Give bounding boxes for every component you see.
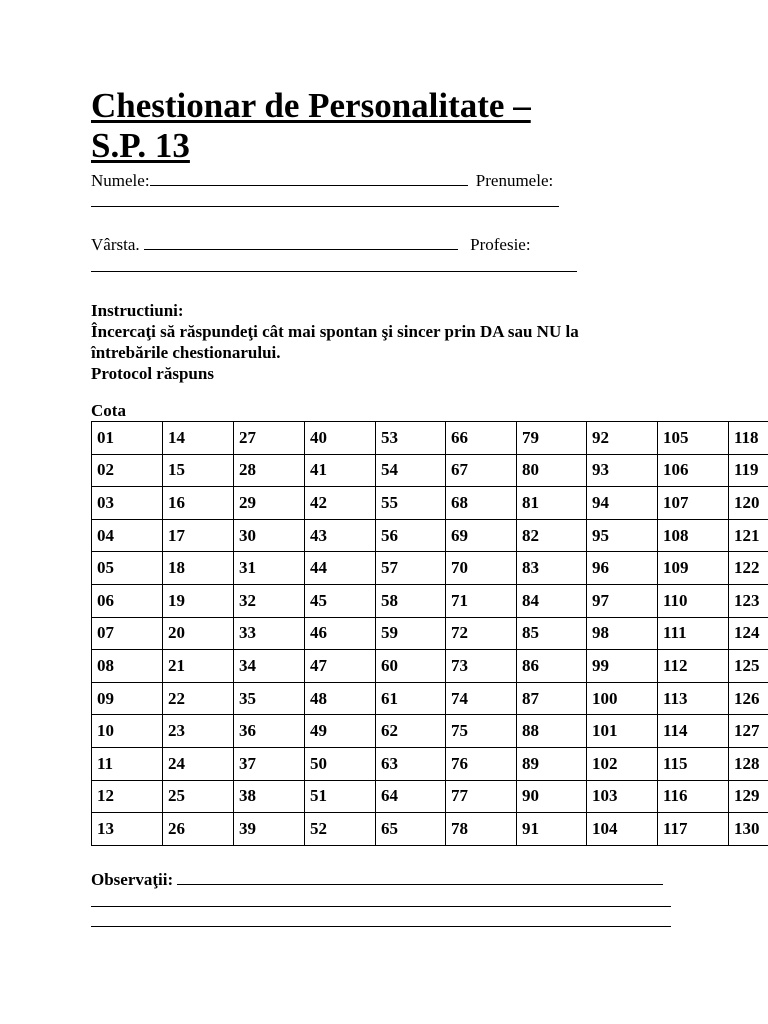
answer-cell[interactable]: 86 bbox=[517, 650, 587, 683]
answer-cell[interactable]: 06 bbox=[92, 584, 163, 617]
answer-cell[interactable]: 116 bbox=[658, 780, 729, 813]
answer-cell[interactable]: 73 bbox=[446, 650, 517, 683]
answer-cell[interactable]: 106 bbox=[658, 454, 729, 487]
answer-cell[interactable]: 30 bbox=[234, 519, 305, 552]
answer-cell[interactable]: 118 bbox=[729, 422, 768, 455]
answer-cell[interactable]: 79 bbox=[517, 422, 587, 455]
answer-cell[interactable]: 77 bbox=[446, 780, 517, 813]
answer-cell[interactable]: 48 bbox=[305, 682, 376, 715]
varsta-label: Vârsta. bbox=[91, 235, 140, 254]
title-line-1: Chestionar de Personalitate – bbox=[91, 86, 531, 125]
answer-cell[interactable]: 57 bbox=[376, 552, 446, 585]
answer-cell[interactable]: 58 bbox=[376, 584, 446, 617]
answer-cell[interactable]: 40 bbox=[305, 422, 376, 455]
answer-cell[interactable]: 55 bbox=[376, 487, 446, 520]
age-row bbox=[91, 234, 531, 255]
answer-cell[interactable]: 23 bbox=[163, 715, 234, 748]
table-row bbox=[92, 519, 768, 552]
answer-cell[interactable]: 63 bbox=[376, 747, 446, 780]
answer-cell[interactable]: 54 bbox=[376, 454, 446, 487]
answer-cell[interactable]: 121 bbox=[729, 519, 768, 552]
title-line-2: S.P. 13 bbox=[91, 126, 190, 165]
answer-cell[interactable]: 37 bbox=[234, 747, 305, 780]
table-row bbox=[92, 650, 768, 683]
answer-cell[interactable]: 28 bbox=[234, 454, 305, 487]
answer-grid bbox=[91, 421, 768, 846]
answer-cell[interactable]: 66 bbox=[446, 422, 517, 455]
answer-cell[interactable]: 26 bbox=[163, 813, 234, 846]
profesie-label: Profesie: bbox=[470, 235, 531, 254]
answer-cell[interactable]: 114 bbox=[658, 715, 729, 748]
answer-cell[interactable]: 111 bbox=[658, 617, 729, 650]
answer-cell[interactable]: 130 bbox=[729, 813, 768, 846]
answer-cell[interactable]: 21 bbox=[163, 650, 234, 683]
answer-cell[interactable]: 71 bbox=[446, 584, 517, 617]
answer-cell[interactable]: 39 bbox=[234, 813, 305, 846]
answer-cell[interactable]: 46 bbox=[305, 617, 376, 650]
answer-cell[interactable]: 88 bbox=[517, 715, 587, 748]
answer-cell[interactable]: 33 bbox=[234, 617, 305, 650]
nume-label: Numele: bbox=[91, 171, 150, 190]
answer-cell[interactable]: 92 bbox=[587, 422, 658, 455]
answer-cell[interactable]: 89 bbox=[517, 747, 587, 780]
answer-cell[interactable]: 110 bbox=[658, 584, 729, 617]
prenume-field[interactable] bbox=[91, 206, 559, 207]
name-row bbox=[91, 170, 553, 191]
answer-cell[interactable]: 90 bbox=[517, 780, 587, 813]
answer-cell[interactable]: 14 bbox=[163, 422, 234, 455]
answer-cell[interactable]: 16 bbox=[163, 487, 234, 520]
answer-cell[interactable]: 36 bbox=[234, 715, 305, 748]
table-row bbox=[92, 747, 768, 780]
answer-cell[interactable]: 08 bbox=[92, 650, 163, 683]
answer-cell[interactable]: 120 bbox=[729, 487, 768, 520]
answer-cell[interactable]: 76 bbox=[446, 747, 517, 780]
answer-cell[interactable]: 53 bbox=[376, 422, 446, 455]
answer-cell[interactable]: 104 bbox=[587, 813, 658, 846]
answer-cell[interactable]: 02 bbox=[92, 454, 163, 487]
answer-cell[interactable]: 96 bbox=[587, 552, 658, 585]
answer-cell[interactable]: 35 bbox=[234, 682, 305, 715]
varsta-field[interactable] bbox=[144, 235, 458, 250]
answer-cell[interactable]: 20 bbox=[163, 617, 234, 650]
answer-cell[interactable]: 74 bbox=[446, 682, 517, 715]
answer-cell[interactable]: 93 bbox=[587, 454, 658, 487]
answer-cell[interactable]: 126 bbox=[729, 682, 768, 715]
table-row bbox=[92, 454, 768, 487]
answer-cell[interactable]: 108 bbox=[658, 519, 729, 552]
answer-cell[interactable]: 01 bbox=[92, 422, 163, 455]
answer-cell[interactable]: 07 bbox=[92, 617, 163, 650]
answer-cell[interactable]: 32 bbox=[234, 584, 305, 617]
answer-cell[interactable]: 70 bbox=[446, 552, 517, 585]
table-row bbox=[92, 715, 768, 748]
answer-cell[interactable]: 10 bbox=[92, 715, 163, 748]
answer-cell[interactable]: 72 bbox=[446, 617, 517, 650]
answer-cell[interactable]: 98 bbox=[587, 617, 658, 650]
answer-cell[interactable]: 51 bbox=[305, 780, 376, 813]
answer-cell[interactable]: 109 bbox=[658, 552, 729, 585]
answer-cell[interactable]: 44 bbox=[305, 552, 376, 585]
answer-cell[interactable]: 29 bbox=[234, 487, 305, 520]
table-row bbox=[92, 552, 768, 585]
answer-cell[interactable]: 80 bbox=[517, 454, 587, 487]
answer-cell[interactable]: 65 bbox=[376, 813, 446, 846]
table-row bbox=[92, 422, 768, 455]
observatii-line-3[interactable] bbox=[91, 926, 671, 927]
answer-cell[interactable]: 75 bbox=[446, 715, 517, 748]
answer-cell[interactable]: 122 bbox=[729, 552, 768, 585]
answer-cell[interactable]: 95 bbox=[587, 519, 658, 552]
answer-cell[interactable]: 12 bbox=[92, 780, 163, 813]
answer-cell[interactable]: 13 bbox=[92, 813, 163, 846]
answer-cell[interactable]: 15 bbox=[163, 454, 234, 487]
answer-cell[interactable]: 102 bbox=[587, 747, 658, 780]
answer-cell[interactable]: 41 bbox=[305, 454, 376, 487]
answer-cell[interactable]: 115 bbox=[658, 747, 729, 780]
table-row bbox=[92, 584, 768, 617]
instructions-block bbox=[91, 300, 651, 384]
answer-cell[interactable]: 68 bbox=[446, 487, 517, 520]
table-row bbox=[92, 780, 768, 813]
answer-cell[interactable]: 25 bbox=[163, 780, 234, 813]
answer-cell[interactable]: 84 bbox=[517, 584, 587, 617]
answer-cell[interactable]: 62 bbox=[376, 715, 446, 748]
answer-cell[interactable]: 27 bbox=[234, 422, 305, 455]
instructions-text: Încercaţi să răspundeţi cât mai spontan şi sincer prin DA sau NU la întrebările chestionarului. bbox=[91, 322, 579, 362]
answer-cell[interactable]: 50 bbox=[305, 747, 376, 780]
answer-cell[interactable]: 124 bbox=[729, 617, 768, 650]
answer-cell[interactable]: 09 bbox=[92, 682, 163, 715]
answer-cell[interactable]: 87 bbox=[517, 682, 587, 715]
answer-cell[interactable]: 47 bbox=[305, 650, 376, 683]
answer-cell[interactable]: 123 bbox=[729, 584, 768, 617]
instructions-heading: Instructiuni: bbox=[91, 301, 184, 320]
answer-cell[interactable]: 31 bbox=[234, 552, 305, 585]
answer-cell[interactable]: 05 bbox=[92, 552, 163, 585]
observatii-line-2[interactable] bbox=[91, 906, 671, 907]
cota-label: Cota bbox=[91, 401, 126, 420]
answer-cell[interactable]: 42 bbox=[305, 487, 376, 520]
answer-cell[interactable]: 97 bbox=[587, 584, 658, 617]
observatii-label: Observaţii: bbox=[91, 870, 174, 889]
answer-cell[interactable]: 52 bbox=[305, 813, 376, 846]
answer-cell[interactable]: 129 bbox=[729, 780, 768, 813]
table-row bbox=[92, 682, 768, 715]
answer-cell[interactable]: 113 bbox=[658, 682, 729, 715]
answer-cell[interactable]: 101 bbox=[587, 715, 658, 748]
answer-cell[interactable]: 43 bbox=[305, 519, 376, 552]
answer-cell[interactable]: 38 bbox=[234, 780, 305, 813]
answer-cell[interactable]: 59 bbox=[376, 617, 446, 650]
answer-cell[interactable]: 119 bbox=[729, 454, 768, 487]
answer-cell[interactable]: 82 bbox=[517, 519, 587, 552]
answer-cell[interactable]: 03 bbox=[92, 487, 163, 520]
protocol-label: Protocol răspuns bbox=[91, 364, 214, 383]
answer-cell[interactable]: 67 bbox=[446, 454, 517, 487]
answer-cell[interactable]: 83 bbox=[517, 552, 587, 585]
table-row bbox=[92, 813, 768, 846]
nume-field[interactable] bbox=[150, 171, 468, 186]
prenume-label: Prenumele: bbox=[475, 171, 554, 190]
answer-cell[interactable]: 24 bbox=[163, 747, 234, 780]
answer-cell[interactable]: 103 bbox=[587, 780, 658, 813]
answer-cell[interactable]: 127 bbox=[729, 715, 768, 748]
answer-cell[interactable]: 94 bbox=[587, 487, 658, 520]
answer-cell[interactable]: 107 bbox=[658, 487, 729, 520]
answer-cell[interactable]: 91 bbox=[517, 813, 587, 846]
answer-cell[interactable]: 18 bbox=[163, 552, 234, 585]
answer-cell[interactable]: 105 bbox=[658, 422, 729, 455]
answer-cell[interactable]: 99 bbox=[587, 650, 658, 683]
answer-cell[interactable]: 112 bbox=[658, 650, 729, 683]
answer-cell[interactable]: 78 bbox=[446, 813, 517, 846]
answer-cell[interactable]: 64 bbox=[376, 780, 446, 813]
answer-cell[interactable]: 125 bbox=[729, 650, 768, 683]
observatii-field[interactable] bbox=[177, 870, 663, 885]
answer-cell[interactable]: 49 bbox=[305, 715, 376, 748]
document-title bbox=[91, 86, 531, 166]
answer-cell[interactable]: 85 bbox=[517, 617, 587, 650]
answer-cell[interactable]: 56 bbox=[376, 519, 446, 552]
answer-cell[interactable]: 04 bbox=[92, 519, 163, 552]
answer-cell[interactable]: 100 bbox=[587, 682, 658, 715]
profesie-field[interactable] bbox=[91, 271, 577, 272]
table-row bbox=[92, 617, 768, 650]
answer-cell[interactable]: 11 bbox=[92, 747, 163, 780]
answer-cell[interactable]: 45 bbox=[305, 584, 376, 617]
answer-cell[interactable]: 22 bbox=[163, 682, 234, 715]
answer-cell[interactable]: 19 bbox=[163, 584, 234, 617]
answer-cell[interactable]: 81 bbox=[517, 487, 587, 520]
answer-cell[interactable]: 17 bbox=[163, 519, 234, 552]
answer-cell[interactable]: 128 bbox=[729, 747, 768, 780]
answer-cell[interactable]: 60 bbox=[376, 650, 446, 683]
answer-cell[interactable]: 34 bbox=[234, 650, 305, 683]
answer-cell[interactable]: 61 bbox=[376, 682, 446, 715]
answer-cell[interactable]: 69 bbox=[446, 519, 517, 552]
observatii-row bbox=[91, 869, 663, 890]
table-row bbox=[92, 487, 768, 520]
answer-cell[interactable]: 117 bbox=[658, 813, 729, 846]
